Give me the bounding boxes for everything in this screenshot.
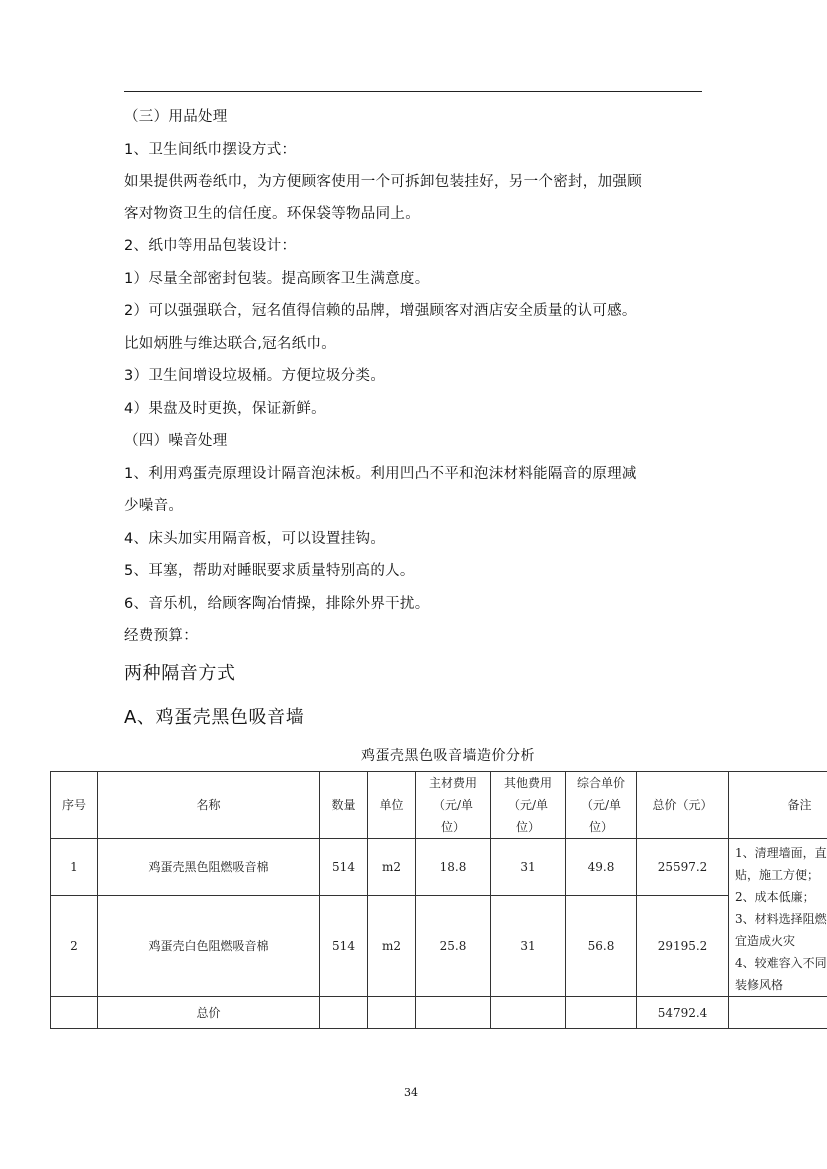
cell-empty bbox=[51, 997, 98, 1029]
table-row bbox=[51, 839, 827, 896]
header-index: 序号 bbox=[51, 772, 98, 839]
header-note: 备注 bbox=[729, 772, 827, 839]
header-name: 名称 bbox=[98, 772, 320, 839]
header-unit-price: 综合单价 （元/单 位） bbox=[566, 772, 637, 839]
cost-table-wrapper bbox=[50, 771, 827, 1029]
paragraph-line: 比如炳胜与维达联合,冠名纸巾。 bbox=[124, 336, 337, 352]
table-row bbox=[51, 895, 827, 997]
cell-index: 1 bbox=[51, 839, 98, 896]
paragraph-line: 3）卫生间增设垃圾桶。方便垃圾分类。 bbox=[124, 368, 386, 384]
paragraph-line: 6、音乐机，给顾客陶冶情操，排除外界干扰。 bbox=[124, 596, 430, 612]
cell-unit: m2 bbox=[368, 839, 416, 896]
paragraph-line: 2）可以强强联合，冠名值得信赖的品牌，增强顾客对酒店安全质量的认可感。 bbox=[124, 303, 637, 319]
header-other-cost: 其他费用 （元/单 位） bbox=[491, 772, 566, 839]
paragraph-line: 经费预算： bbox=[124, 628, 198, 644]
paragraph-line: 1、卫生间纸巾摆设方式： bbox=[124, 142, 297, 158]
header-main-cost: 主材费用 （元/单 位） bbox=[416, 772, 491, 839]
table-header-row bbox=[51, 772, 827, 839]
cell-empty bbox=[566, 997, 637, 1029]
section-heading-noise: （四）噪音处理 bbox=[124, 433, 228, 449]
paragraph-line: 2、纸巾等用品包装设计： bbox=[124, 238, 297, 254]
paragraph-line: 5、耳塞，帮助对睡眠要求质量特别高的人。 bbox=[124, 563, 415, 579]
cell-empty bbox=[320, 997, 368, 1029]
cell-empty bbox=[729, 997, 827, 1029]
cell-name: 鸡蛋壳白色阻燃吸音棉 bbox=[98, 895, 320, 997]
cell-index: 2 bbox=[51, 895, 98, 997]
header-qty: 数量 bbox=[320, 772, 368, 839]
paragraph-line: 1、利用鸡蛋壳原理设计隔音泡沫板。利用凹凸不平和泡沫材料能隔音的原理减 bbox=[124, 466, 637, 482]
cell-other-cost: 31 bbox=[491, 839, 566, 896]
cell-other-cost: 31 bbox=[491, 895, 566, 997]
header-total: 总价（元） bbox=[637, 772, 729, 839]
cell-empty bbox=[491, 997, 566, 1029]
paragraph-line: 1）尽量全部密封包装。提高顾客卫生满意度。 bbox=[124, 271, 430, 287]
cell-total: 25597.2 bbox=[637, 839, 729, 896]
cell-main-cost: 18.8 bbox=[416, 839, 491, 896]
cell-unit-price: 56.8 bbox=[566, 895, 637, 997]
header-unit: 单位 bbox=[368, 772, 416, 839]
table-total-row bbox=[51, 997, 827, 1029]
table-caption: 鸡蛋壳黑色吸音墙造价分析 bbox=[361, 748, 535, 764]
cost-table bbox=[50, 771, 827, 1029]
paragraph-line: 少噪音。 bbox=[124, 498, 184, 514]
cell-empty bbox=[416, 997, 491, 1029]
cell-unit-price: 49.8 bbox=[566, 839, 637, 896]
header-rule bbox=[124, 91, 702, 92]
heading-soundproof-methods: 两种隔音方式 bbox=[124, 663, 236, 684]
cell-qty: 514 bbox=[320, 839, 368, 896]
page-number: 34 bbox=[404, 1086, 418, 1099]
paragraph-line: 如果提供两卷纸巾，为方便顾客使用一个可拆卸包装挂好，另一个密封，加强顾 bbox=[124, 174, 642, 190]
cell-grand-total: 54792.4 bbox=[637, 997, 729, 1029]
paragraph-line: 4、床头加实用隔音板，可以设置挂钩。 bbox=[124, 531, 386, 547]
heading-eggshell-wall: A、鸡蛋壳黑色吸音墙 bbox=[124, 707, 305, 728]
cell-empty bbox=[368, 997, 416, 1029]
paragraph-line: 4）果盘及时更换，保证新鲜。 bbox=[124, 401, 326, 417]
cell-qty: 514 bbox=[320, 895, 368, 997]
cell-unit: m2 bbox=[368, 895, 416, 997]
cell-name: 鸡蛋壳黑色阻燃吸音棉 bbox=[98, 839, 320, 896]
cell-total-label: 总价 bbox=[98, 997, 320, 1029]
cell-main-cost: 25.8 bbox=[416, 895, 491, 997]
section-heading-supplies: （三）用品处理 bbox=[124, 109, 228, 125]
cell-notes: 1、清理墙面，直 贴，施工方便； 2、成本低廉； 3、材料选择阻燃 宜造成火灾 4、较难容入不同 装修风格 bbox=[729, 839, 827, 997]
paragraph-line: 客对物资卫生的信任度。环保袋等物品同上。 bbox=[124, 206, 420, 222]
cell-total: 29195.2 bbox=[637, 895, 729, 997]
